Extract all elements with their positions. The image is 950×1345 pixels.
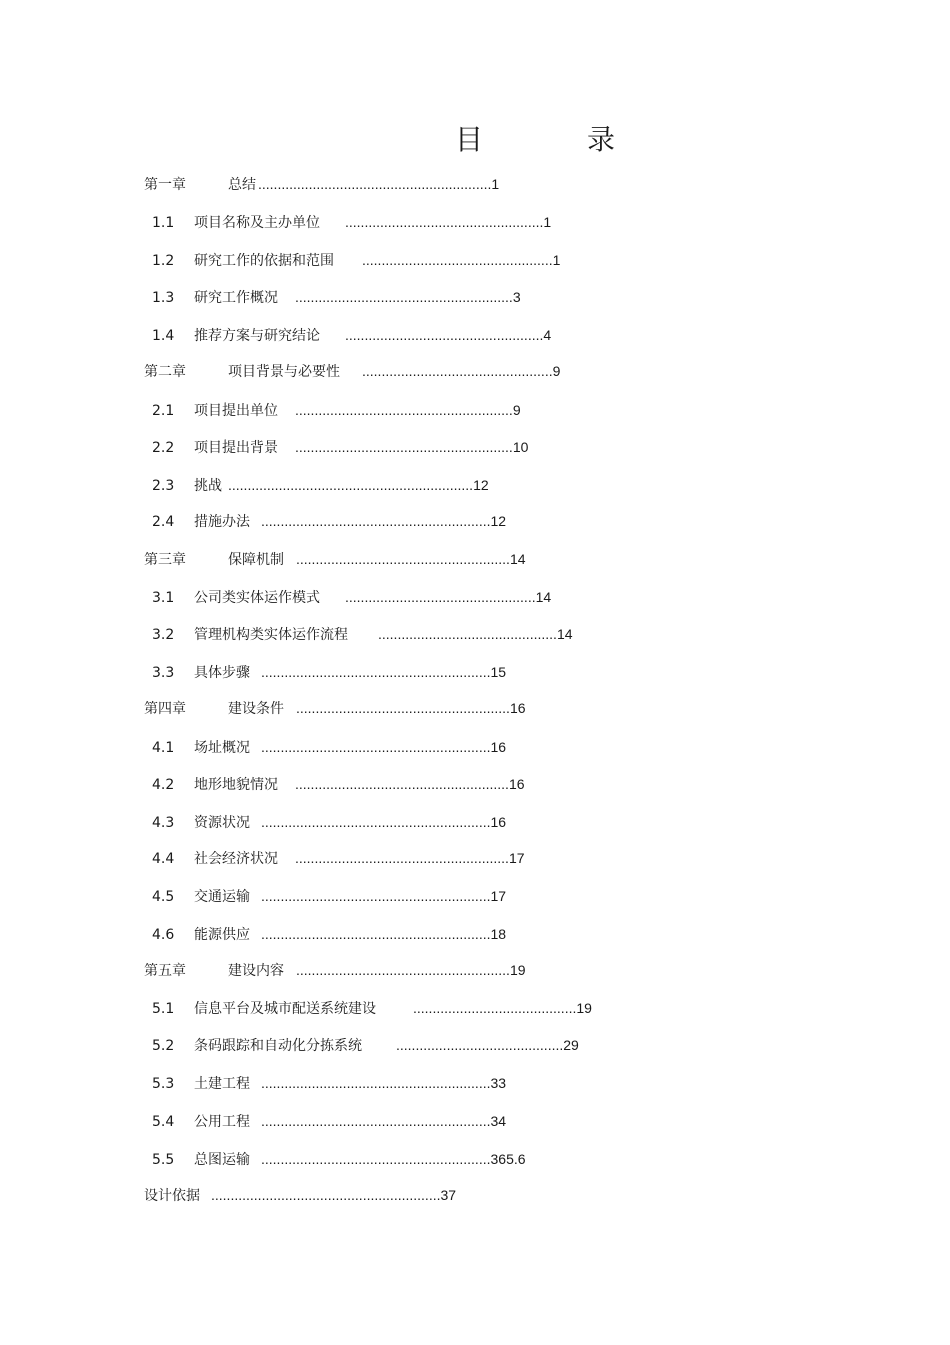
toc-chapter-5[interactable] [144, 960, 526, 981]
toc-leader-dots: ........................................................... [261, 814, 491, 830]
toc-leader-dots: ........................................................ [295, 402, 513, 418]
toc-section-4-2[interactable] [152, 774, 525, 795]
toc-entry-label: 条码跟踪和自动化分拣系统 [194, 1038, 362, 1054]
toc-entry-label: 总结 [228, 177, 256, 193]
toc-page-number: 9 [552, 363, 561, 379]
toc-entry-label: 研究工作概况 [194, 290, 278, 306]
toc-page-number: 9 [512, 402, 521, 418]
toc-entry-number: 2.4 [152, 514, 175, 530]
toc-page-number: 33 [490, 1075, 507, 1091]
toc-entry-label: 地形地貌情况 [194, 777, 278, 793]
toc-entry-number: 3.1 [152, 590, 175, 606]
toc-page-number: 19 [509, 962, 526, 978]
toc-section-3-1[interactable] [152, 587, 551, 608]
toc-section-5-1[interactable] [152, 998, 592, 1019]
toc-entry-number: 1.1 [152, 215, 175, 231]
toc-entry-label: 设计依据 [144, 1188, 200, 1204]
toc-entry-number: 3.2 [152, 627, 175, 643]
toc-page-number: 37 [440, 1187, 457, 1203]
toc-page-number: 3 [512, 289, 521, 305]
toc-leader-dots: ............................................................... [228, 477, 474, 493]
toc-page-number: 4 [543, 327, 552, 343]
toc-page-number: 16 [509, 700, 526, 716]
toc-entry-number: 4.2 [152, 777, 175, 793]
toc-leader-dots: ................................................... [345, 214, 544, 230]
toc-page-number: 17 [490, 888, 507, 904]
toc-section-2-2[interactable] [152, 437, 528, 458]
toc-page-number: 12 [473, 477, 489, 493]
toc-page-number: 1 [491, 176, 500, 192]
toc-entry-label: 措施办法 [194, 514, 250, 530]
toc-entry-number: 5.5 [152, 1152, 175, 1168]
toc-entry-number: 2.3 [152, 478, 175, 494]
toc-entry-label: 保障机制 [228, 552, 284, 568]
toc-section-3-2[interactable] [152, 624, 573, 645]
toc-page-number: 17 [508, 850, 525, 866]
toc-entry-number: 2.2 [152, 440, 175, 456]
toc-entry-number: 1.3 [152, 290, 175, 306]
toc-entry-label: 能源供应 [194, 927, 250, 943]
toc-chapter-3[interactable] [144, 549, 526, 570]
toc-entry-number: 第一章 [144, 177, 186, 193]
toc-leader-dots: ....................................................... [296, 962, 510, 978]
toc-leader-dots: ........................................... [396, 1037, 564, 1053]
toc-entry-label: 资源状况 [194, 815, 250, 831]
toc-leader-dots: ................................................. [362, 252, 553, 268]
toc-section-5-4[interactable] [152, 1111, 506, 1132]
toc-page-number: 14 [556, 626, 573, 642]
toc-leader-dots: ........................................................... [261, 664, 491, 680]
toc-section-1-3[interactable] [152, 287, 521, 308]
toc-entry-label: 研究工作的依据和范围 [194, 253, 334, 269]
toc-entry-number: 4.1 [152, 740, 175, 756]
toc-section-4-6[interactable] [152, 924, 506, 945]
toc-leader-dots: ........................................................ [295, 289, 513, 305]
toc-page-number: 1 [543, 214, 552, 230]
toc-page-number: 365.6 [490, 1151, 526, 1167]
toc-leader-dots: .......................................... [413, 1000, 577, 1016]
toc-entry-label: 总图运输 [194, 1152, 250, 1168]
toc-entry-number: 第三章 [144, 552, 186, 568]
toc-entry-label: 项目名称及主办单位 [194, 215, 320, 231]
toc-leader-dots: ........................................................... [211, 1187, 441, 1203]
toc-section-5-5[interactable] [152, 1149, 526, 1170]
toc-design-basis[interactable] [144, 1185, 456, 1206]
toc-entry-label: 项目背景与必要性 [228, 364, 340, 380]
toc-leader-dots: ........................................................... [261, 888, 491, 904]
toc-page-number: 19 [576, 1000, 592, 1016]
toc-entry-number: 4.5 [152, 889, 175, 905]
toc-entry-number: 5.2 [152, 1038, 175, 1054]
toc-leader-dots: ....................................................... [295, 776, 509, 792]
toc-entry-number: 1.4 [152, 328, 175, 344]
toc-section-5-2[interactable] [152, 1035, 579, 1056]
toc-entry-label: 具体步骤 [194, 665, 250, 681]
toc-section-2-4[interactable] [152, 511, 506, 532]
toc-section-4-3[interactable] [152, 812, 506, 833]
toc-section-1-2[interactable] [152, 250, 560, 271]
toc-section-2-3[interactable] [152, 475, 489, 496]
toc-leader-dots: ........................................................... [261, 1151, 491, 1167]
toc-page-number: 12 [490, 513, 507, 529]
toc-entry-label: 推荐方案与研究结论 [194, 328, 320, 344]
toc-page-number: 14 [535, 589, 552, 605]
toc-leader-dots: .............................................. [378, 626, 557, 642]
toc-page-number: 29 [563, 1037, 579, 1053]
toc-page-number: 18 [490, 926, 507, 942]
toc-page-number: 16 [490, 814, 507, 830]
toc-chapter-4[interactable] [144, 698, 526, 719]
toc-entry-number: 4.6 [152, 927, 175, 943]
toc-title: 目 录 [455, 123, 654, 156]
toc-entry-number: 第五章 [144, 963, 186, 979]
toc-leader-dots: ............................................................ [258, 176, 492, 192]
toc-entry-label: 信息平台及城市配送系统建设 [194, 1001, 376, 1017]
toc-entry-number: 2.1 [152, 403, 175, 419]
toc-leader-dots: ....................................................... [295, 850, 509, 866]
toc-leader-dots: ........................................................... [261, 1075, 491, 1091]
toc-entry-number: 4.3 [152, 815, 175, 831]
toc-entry-number: 4.4 [152, 851, 175, 867]
toc-section-4-5[interactable] [152, 886, 506, 907]
toc-entry-label: 建设内容 [228, 963, 284, 979]
toc-entry-number: 第二章 [144, 364, 186, 380]
toc-page-number: 15 [490, 664, 507, 680]
toc-section-1-1[interactable] [152, 212, 551, 233]
toc-chapter-2[interactable] [144, 361, 560, 382]
toc-leader-dots: ........................................................... [261, 739, 491, 755]
toc-entry-label: 社会经济状况 [194, 851, 278, 867]
toc-entry-label: 挑战 [194, 478, 222, 494]
toc-entry-number: 1.2 [152, 253, 175, 269]
toc-entry-label: 交通运输 [194, 889, 250, 905]
toc-leader-dots: ........................................................... [261, 1113, 491, 1129]
toc-leader-dots: ................................................... [345, 327, 544, 343]
toc-leader-dots: ........................................................ [295, 439, 513, 455]
toc-leader-dots: ................................................. [362, 363, 553, 379]
toc-entry-label: 公司类实体运作模式 [194, 590, 320, 606]
toc-page-number: 34 [490, 1113, 507, 1129]
toc-entry-number: 3.3 [152, 665, 175, 681]
toc-section-1-4[interactable] [152, 325, 551, 346]
toc-section-3-3[interactable] [152, 662, 506, 683]
toc-entry-label: 建设条件 [228, 701, 284, 717]
toc-entry-number: 5.4 [152, 1114, 175, 1130]
toc-section-2-1[interactable] [152, 400, 521, 421]
toc-section-4-1[interactable] [152, 737, 506, 758]
toc-leader-dots: ................................................. [345, 589, 536, 605]
toc-entry-label: 项目提出单位 [194, 403, 278, 419]
toc-entry-label: 管理机构类实体运作流程 [194, 627, 348, 643]
toc-chapter-1[interactable] [144, 174, 499, 195]
toc-entry-label: 土建工程 [194, 1076, 250, 1092]
toc-section-5-3[interactable] [152, 1073, 506, 1094]
toc-page-number: 1 [552, 252, 561, 268]
toc-page-number: 10 [512, 439, 529, 455]
toc-page-number: 14 [509, 551, 526, 567]
toc-page-number: 16 [490, 739, 507, 755]
toc-leader-dots: ....................................................... [296, 551, 510, 567]
toc-entry-number: 5.1 [152, 1001, 175, 1017]
toc-entry-label: 公用工程 [194, 1114, 250, 1130]
toc-leader-dots: ....................................................... [296, 700, 510, 716]
toc-leader-dots: ........................................................... [261, 926, 491, 942]
toc-entry-number: 第四章 [144, 701, 186, 717]
toc-page-number: 16 [508, 776, 525, 792]
toc-section-4-4[interactable] [152, 848, 525, 869]
toc-entry-label: 项目提出背景 [194, 440, 278, 456]
toc-leader-dots: ........................................................... [261, 513, 491, 529]
toc-entry-label: 场址概况 [194, 740, 250, 756]
toc-entry-number: 5.3 [152, 1076, 175, 1092]
